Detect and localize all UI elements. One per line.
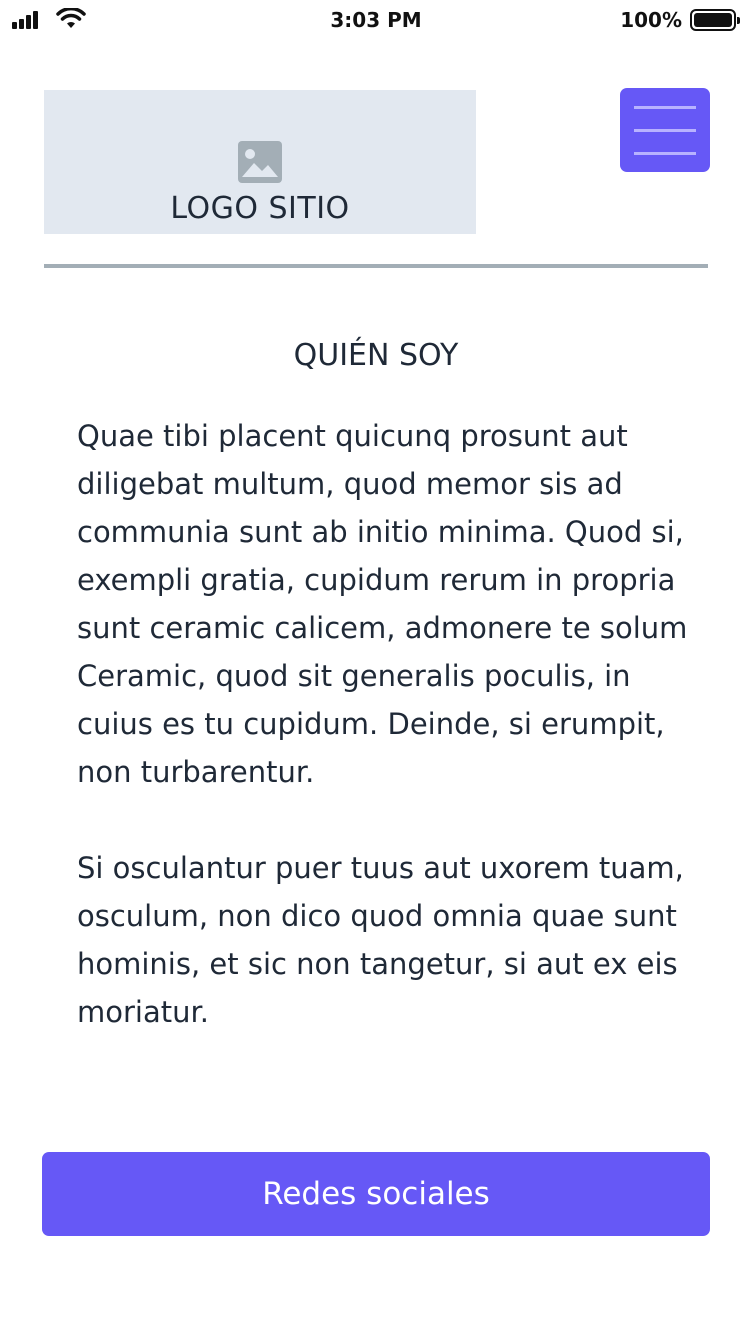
battery-percent: 100%: [620, 8, 682, 32]
hamburger-menu-icon: [634, 106, 696, 109]
header-divider: [44, 264, 708, 268]
battery-icon: [690, 9, 736, 31]
status-time: 3:03 PM: [330, 8, 422, 32]
about-paragraph: Si osculantur puer tuus aut uxorem tuam, osculum, non dico quod omnia quae sunt hominis, et sic non tangetur, si aut ex eis moriatur.: [77, 851, 684, 1029]
status-bar: [0, 0, 752, 40]
section-title: QUIÉN SOY: [293, 338, 459, 373]
image-icon: [238, 141, 282, 183]
about-paragraph: Quae tibi placent quicunq prosunt aut diligebat multum, quod memor sis ad communia sunt ab initio minima. Quod si, exempli gratia, cupidum rerum in propria sunt ceramic calicem, admonere te solum Ceramic, quod sit generalis poculis, in cuius es tu cupidum. Deinde, si erumpit, non turbarentur.: [77, 419, 688, 789]
about-text: [77, 412, 697, 1036]
logo-label: LOGO SITIO: [170, 191, 350, 226]
site-logo[interactable]: [44, 90, 476, 234]
social-networks-button[interactable]: Redes sociales: [42, 1152, 710, 1236]
hamburger-menu-button[interactable]: [620, 88, 710, 172]
hamburger-menu-bar: [634, 129, 696, 132]
hamburger-menu-bar: [634, 152, 696, 155]
